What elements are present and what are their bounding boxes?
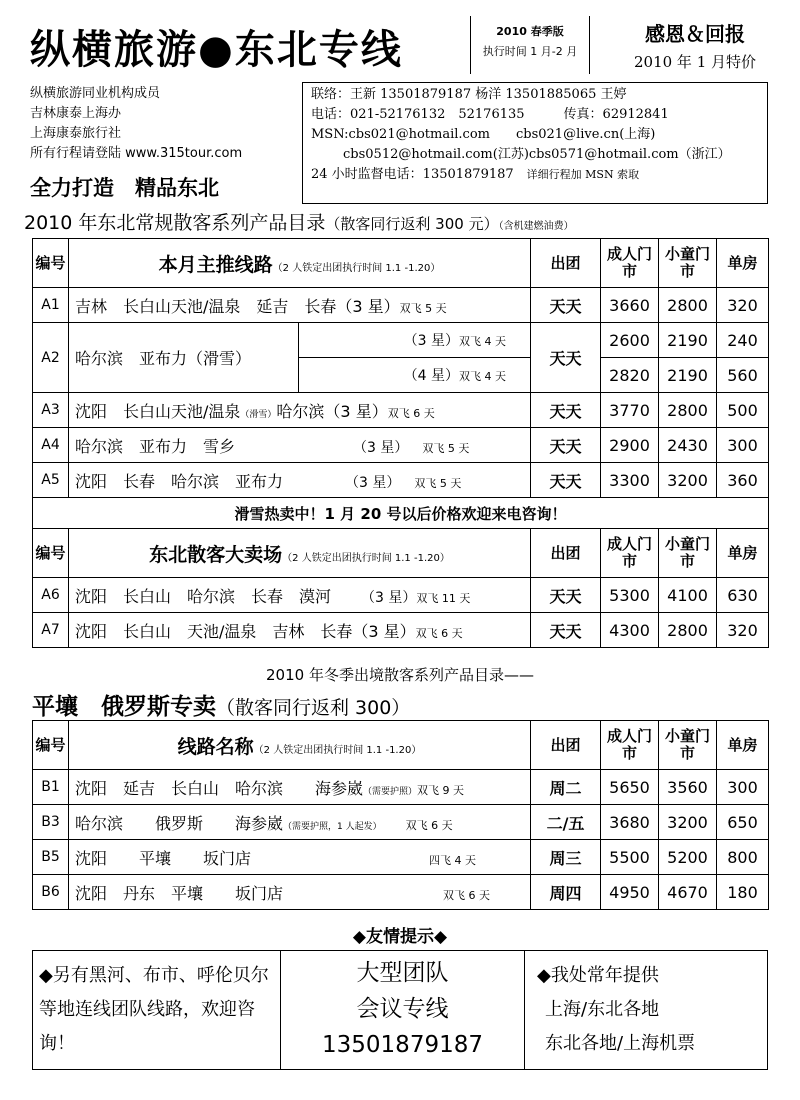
contact-msn-regional: cbs0512@hotmail.com(江苏)cbs0571@hotmail.com（浙江） — [343, 147, 731, 162]
table-row — [33, 463, 769, 498]
row-single: 300 — [717, 428, 769, 463]
tips-group-conference — [281, 951, 525, 1069]
row-child: 2190 — [659, 323, 717, 358]
row-code: A5 — [33, 463, 69, 498]
exec-note: （2 人铁定出团执行时间 1.1 -1.20） — [282, 552, 450, 564]
row-single: 630 — [717, 578, 769, 613]
row-single: 650 — [717, 805, 769, 840]
route-text: 沈阳 长白山 哈尔滨 长春 漠河 — [75, 586, 332, 606]
route-duration: 双飞 4 天 — [459, 370, 507, 383]
agency-line: 纵横旅游同业机构成员 — [30, 86, 161, 101]
row-depart: 周三 — [531, 840, 601, 875]
route-text: 哈尔滨（3 星） — [276, 401, 388, 421]
table-header — [33, 529, 769, 578]
table-row — [33, 578, 769, 613]
row-route — [69, 875, 531, 910]
row-single: 320 — [717, 288, 769, 323]
row-code: A3 — [33, 393, 69, 428]
tips-box — [32, 950, 768, 1070]
col-route-header — [69, 529, 531, 578]
row-route — [69, 613, 531, 648]
row-adult: 2600 — [601, 323, 659, 358]
row-adult: 3300 — [601, 463, 659, 498]
route-text: 哈尔滨 亚布力 雪乡 — [75, 436, 236, 456]
tips-right-line: ◆我处常年提供 — [537, 965, 659, 986]
route-duration: 双飞 6 天 — [443, 888, 491, 902]
tips-right-line: 东北各地/上海机票 — [545, 1033, 696, 1054]
row-route — [69, 428, 531, 463]
row-code: B3 — [33, 805, 69, 840]
thanks-block — [600, 18, 790, 72]
row-child: 3560 — [659, 770, 717, 805]
table-row — [33, 288, 769, 323]
route-duration: 双飞 5 天 — [399, 301, 447, 315]
table-row — [33, 393, 769, 428]
row-route: 哈尔滨 亚布力（滑雪） — [69, 323, 299, 393]
col-depart-header: 出团 — [531, 721, 601, 770]
agency-line: 吉林康泰上海办 — [30, 106, 122, 121]
row-code: B5 — [33, 840, 69, 875]
row-code: A2 — [33, 323, 69, 393]
route-small-note: （需要护照） — [363, 786, 418, 797]
row-single: 180 — [717, 875, 769, 910]
contact-phone: 电话：021-52176132 52176135 传真：62912841 — [311, 107, 669, 122]
row-child: 2430 — [659, 428, 717, 463]
col-depart-header: 出团 — [531, 529, 601, 578]
exec-note: （2 人铁定出团执行时间 1.1 -1.20） — [253, 744, 422, 756]
route-duration: 双飞 5 天 — [414, 476, 462, 490]
col-code-header: 编号 — [33, 239, 69, 288]
notice-row — [33, 498, 769, 529]
row-single: 800 — [717, 840, 769, 875]
agency-website[interactable]: 所有行程请登陆 www.315tour.com — [30, 146, 243, 161]
table1-title: 本月主推线路 — [158, 253, 273, 276]
row-child: 4670 — [659, 875, 717, 910]
col-child-header: 小童门市 — [659, 239, 717, 288]
col-single-header: 单房 — [717, 721, 769, 770]
table-row — [33, 805, 769, 840]
route-text: 沈阳 平壤 坂门店 — [75, 848, 252, 868]
domestic-table — [32, 238, 769, 648]
col-code-header: 编号 — [33, 529, 69, 578]
row-code: A7 — [33, 613, 69, 648]
table-row — [33, 613, 769, 648]
table-row — [33, 840, 769, 875]
table2-title: 东北散客大卖场 — [149, 543, 283, 566]
row-depart: 周四 — [531, 875, 601, 910]
row-adult: 5300 — [601, 578, 659, 613]
route-text: 沈阳 长春 哈尔滨 亚布力 — [75, 471, 284, 491]
agency-info — [30, 84, 242, 164]
row-child: 5200 — [659, 840, 717, 875]
route-duration: 双飞 6 天 — [415, 626, 463, 640]
route-duration: 双飞 6 天 — [405, 818, 453, 832]
tips-mid-line: 大型团队 — [356, 960, 449, 986]
slogan: 全力打造 精品东北 — [30, 176, 219, 200]
tips-mid-line: 会议专线 — [356, 996, 449, 1022]
row-single: 240 — [717, 323, 769, 358]
col-adult-header: 成人门市 — [601, 529, 659, 578]
row-depart: 二/五 — [531, 805, 601, 840]
row-subroute — [299, 323, 531, 358]
row-depart: 周二 — [531, 770, 601, 805]
row-single: 560 — [717, 358, 769, 393]
row-child: 2800 — [659, 393, 717, 428]
row-child: 2800 — [659, 613, 717, 648]
catalog1-note: （散客同行返利 300 元） — [325, 215, 499, 233]
star-rating: （3 星） — [403, 333, 460, 349]
tips-left: ◆另有黑河、布市、呼伦贝尔等地连线团队线路，欢迎咨询！ — [33, 951, 281, 1069]
table-header — [33, 239, 769, 288]
col-single-header: 单房 — [717, 529, 769, 578]
row-route — [69, 770, 531, 805]
row-child: 4100 — [659, 578, 717, 613]
row-single: 500 — [717, 393, 769, 428]
route-duration: 双飞 9 天 — [417, 783, 465, 797]
row-route — [69, 288, 531, 323]
col-code-header: 编号 — [33, 721, 69, 770]
period-label: 执行时间 1 月-2 月 — [482, 45, 578, 58]
row-depart: 天天 — [531, 393, 601, 428]
table-row — [33, 770, 769, 805]
star-rating: （3 星） — [361, 589, 417, 606]
special-price-label: 2010 年 1 月特价 — [633, 53, 757, 71]
exec-note: （2 人铁定出团执行时间 1.1 -1.20） — [272, 262, 441, 274]
row-single: 320 — [717, 613, 769, 648]
row-adult: 3680 — [601, 805, 659, 840]
pyongyang-title — [32, 688, 410, 721]
row-depart: 天天 — [531, 428, 601, 463]
row-subroute — [299, 358, 531, 393]
row-adult: 2900 — [601, 428, 659, 463]
row-adult: 5650 — [601, 770, 659, 805]
star-rating: （3 星） — [345, 474, 401, 491]
col-route-header — [69, 239, 531, 288]
row-code: A4 — [33, 428, 69, 463]
route-duration: 双飞 4 天 — [459, 335, 507, 348]
row-adult: 5500 — [601, 840, 659, 875]
contact-box — [302, 82, 768, 204]
row-child: 3200 — [659, 463, 717, 498]
row-route — [69, 393, 531, 428]
col-adult-header: 成人门市 — [601, 721, 659, 770]
row-code: B6 — [33, 875, 69, 910]
hotline-text: 24 小时监督电话：13501879187 — [311, 167, 514, 182]
route-small-note: （滑雪） — [240, 409, 277, 420]
row-adult: 4950 — [601, 875, 659, 910]
route-duration: 双飞 5 天 — [422, 441, 470, 455]
route-text: 沈阳 长白山 天池/温泉 吉林 长春（3 星） — [75, 621, 416, 641]
row-adult: 3770 — [601, 393, 659, 428]
route-duration: 双飞 11 天 — [416, 591, 471, 605]
route-text: 哈尔滨 俄罗斯 海参崴 — [75, 813, 284, 833]
row-child: 3200 — [659, 805, 717, 840]
route-text: 沈阳 丹东 平壤 坂门店 — [75, 883, 284, 903]
route-name-header: 线路名称 — [177, 735, 254, 758]
table-row — [33, 323, 769, 358]
col-single-header: 单房 — [717, 239, 769, 288]
col-child-header: 小童门市 — [659, 721, 717, 770]
row-code: A6 — [33, 578, 69, 613]
contact-hotline — [311, 165, 767, 185]
col-child-header: 小童门市 — [659, 529, 717, 578]
row-depart: 天天 — [531, 613, 601, 648]
col-adult-header: 成人门市 — [601, 239, 659, 288]
row-adult: 4300 — [601, 613, 659, 648]
season-box — [470, 16, 590, 74]
route-text: 沈阳 长白山天池/温泉 — [75, 401, 241, 421]
row-single: 300 — [717, 770, 769, 805]
catalog1-heading: 2010 年东北常规散客系列产品目录 — [24, 212, 326, 234]
agency-line: 上海康泰旅行社 — [30, 126, 122, 141]
row-code: A1 — [33, 288, 69, 323]
row-route — [69, 578, 531, 613]
row-adult: 3660 — [601, 288, 659, 323]
row-depart: 天天 — [531, 288, 601, 323]
row-route — [69, 463, 531, 498]
catalog1-title — [24, 208, 574, 235]
tips-title: ◆友情提示◆ — [352, 927, 448, 947]
col-route-header — [69, 721, 531, 770]
table-header — [33, 721, 769, 770]
tips-right-line: 上海/东北各地 — [545, 999, 660, 1020]
catalog1-note-small: （含机建燃油费） — [498, 221, 574, 232]
tips-phone[interactable]: 13501879187 — [322, 1032, 483, 1058]
row-depart: 天天 — [531, 323, 601, 393]
pyongyang-note: （散客同行返利 300） — [216, 697, 411, 719]
star-rating: （3 星） — [353, 439, 409, 456]
row-child: 2800 — [659, 288, 717, 323]
star-rating: （4 星） — [403, 368, 460, 384]
tips-right — [525, 951, 767, 1069]
pyongyang-heading: 平壤 俄罗斯专卖 — [32, 694, 216, 720]
route-text: 沈阳 延吉 长白山 哈尔滨 海参崴 — [75, 778, 364, 798]
table-row — [33, 875, 769, 910]
outbound-catalog: 2010 年冬季出境散客系列产品目录—— — [266, 666, 534, 684]
contact-names: 联络：王新 13501879187 杨洋 13501885065 王婷 — [311, 87, 627, 102]
outbound-table — [32, 720, 769, 910]
route-text: 吉林 长白山天池/温泉 延吉 长春（3 星） — [75, 296, 400, 316]
main-title: 纵横旅游●东北专线 — [30, 27, 403, 73]
ski-notice: 滑雪热卖中！1 月 20 号以后价格欢迎来电咨询！ — [33, 498, 769, 529]
row-depart: 天天 — [531, 578, 601, 613]
col-depart-header: 出团 — [531, 239, 601, 288]
route-duration: 四飞 4 天 — [429, 853, 477, 867]
row-depart: 天天 — [531, 463, 601, 498]
season-label: 2010 春季版 — [496, 25, 564, 38]
table-row — [33, 428, 769, 463]
route-duration: 双飞 6 天 — [387, 406, 435, 420]
row-route — [69, 840, 531, 875]
thanks-label: 感恩＆回报 — [645, 22, 745, 46]
row-route — [69, 805, 531, 840]
route-small-note: （需要护照，1 人起发） — [283, 821, 382, 832]
hotline-note: 详细行程加 MSN 索取 — [526, 168, 640, 181]
row-adult: 2820 — [601, 358, 659, 393]
row-child: 2190 — [659, 358, 717, 393]
row-single: 360 — [717, 463, 769, 498]
contact-msn: MSN:cbs021@hotmail.com cbs021@live.cn(上海) — [311, 127, 656, 142]
row-code: B1 — [33, 770, 69, 805]
